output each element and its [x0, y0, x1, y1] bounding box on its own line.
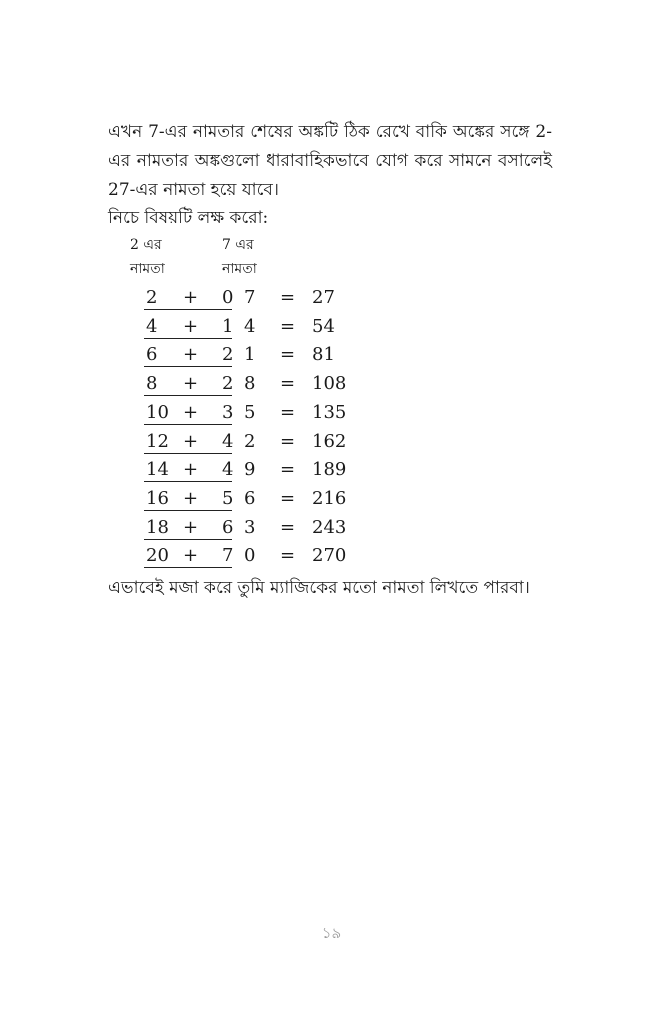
row-underline: [144, 481, 232, 482]
last-digit: 2: [244, 430, 256, 452]
header-line: 2 এর: [130, 237, 162, 253]
plus-sign: +: [183, 459, 199, 481]
row-underline: [144, 366, 232, 367]
carry-digit: 5: [222, 487, 234, 509]
plus-sign: +: [183, 315, 199, 337]
page-number: ১৯: [321, 924, 342, 942]
result-value: 162: [312, 430, 347, 452]
carry-digit: 3: [222, 401, 234, 423]
table-of-2-value: 2: [146, 287, 158, 308]
last-digit: 9: [244, 459, 256, 481]
table-of-2-value: 18: [146, 516, 169, 538]
equals-sign: =: [280, 545, 296, 567]
last-digit: 3: [244, 516, 256, 538]
result-value: 243: [312, 516, 347, 538]
intro-paragraph: এখন 7-এর নামতার শেষের অঙ্কটি ঠিক রেখে বাকি অঙ্কের সঙ্গে 2-এর নামতার অঙ্কগুলো ধারাবাহিকভাবে যোগ করে সামনে বসালেই 27-এর নামতা হয়ে যাবে।: [108, 122, 552, 200]
result-value: 54: [312, 315, 335, 337]
plus-sign: +: [183, 487, 199, 509]
last-digit: 7: [244, 287, 256, 308]
closing-paragraph: এভাবেই মজা করে তুমি ম্যাজিকের মতো নামতা লিখতে পারবা।: [108, 578, 530, 598]
equals-sign: =: [280, 401, 296, 423]
last-digit: 6: [244, 487, 256, 509]
carry-digit: 1: [222, 315, 234, 337]
equals-sign: =: [280, 287, 296, 308]
equals-sign: =: [280, 487, 296, 509]
header-table-of-7: [222, 233, 257, 281]
row-underline: [144, 510, 232, 511]
table-of-2-value: 8: [146, 373, 158, 395]
result-value: 216: [312, 487, 347, 509]
carry-digit: 2: [222, 344, 234, 366]
plus-sign: +: [183, 516, 199, 538]
row-underline: [144, 309, 232, 310]
table-of-2-value: 4: [146, 315, 158, 337]
header-line: নামতা: [222, 261, 257, 277]
equals-sign: =: [280, 344, 296, 366]
equals-sign: =: [280, 315, 296, 337]
table-of-2-value: 16: [146, 487, 169, 509]
last-digit: 5: [244, 401, 256, 423]
header-line: 7 এর: [222, 237, 254, 253]
table-of-2-value: 14: [146, 459, 169, 481]
last-digit: 8: [244, 373, 256, 395]
last-digit: 4: [244, 315, 256, 337]
row-underline: [144, 338, 232, 339]
plus-sign: +: [183, 545, 199, 567]
result-value: 81: [312, 344, 335, 366]
instruction-text: নিচে বিষয়টি লক্ষ করো:: [108, 208, 269, 228]
table-of-2-value: 20: [146, 545, 169, 567]
row-underline: [144, 424, 232, 425]
table-of-2-value: 12: [146, 430, 169, 452]
plus-sign: +: [183, 401, 199, 423]
table-of-2-value: 6: [146, 344, 158, 366]
result-value: 270: [312, 545, 347, 567]
carry-digit: 6: [222, 516, 234, 538]
plus-sign: +: [183, 430, 199, 452]
header-line: নামতা: [130, 261, 165, 277]
row-underline: [144, 395, 232, 396]
plus-sign: +: [183, 287, 199, 308]
result-value: 108: [312, 373, 347, 395]
equals-sign: =: [280, 430, 296, 452]
plus-sign: +: [183, 373, 199, 395]
row-underline: [144, 567, 232, 568]
result-value: 135: [312, 401, 347, 423]
last-digit: 0: [244, 545, 256, 567]
row-underline: [144, 539, 232, 540]
carry-digit: 2: [222, 373, 234, 395]
carry-digit: 0: [222, 287, 234, 308]
table-of-2-value: 10: [146, 401, 169, 423]
result-value: 27: [312, 287, 335, 308]
plus-sign: +: [183, 344, 199, 366]
last-digit: 1: [244, 344, 256, 366]
equals-sign: =: [280, 516, 296, 538]
equals-sign: =: [280, 459, 296, 481]
header-table-of-2: [130, 233, 165, 281]
carry-digit: 4: [222, 430, 234, 452]
row-underline: [144, 453, 232, 454]
carry-digit: 4: [222, 459, 234, 481]
equals-sign: =: [280, 373, 296, 395]
result-value: 189: [312, 459, 347, 481]
carry-digit: 7: [222, 545, 234, 567]
